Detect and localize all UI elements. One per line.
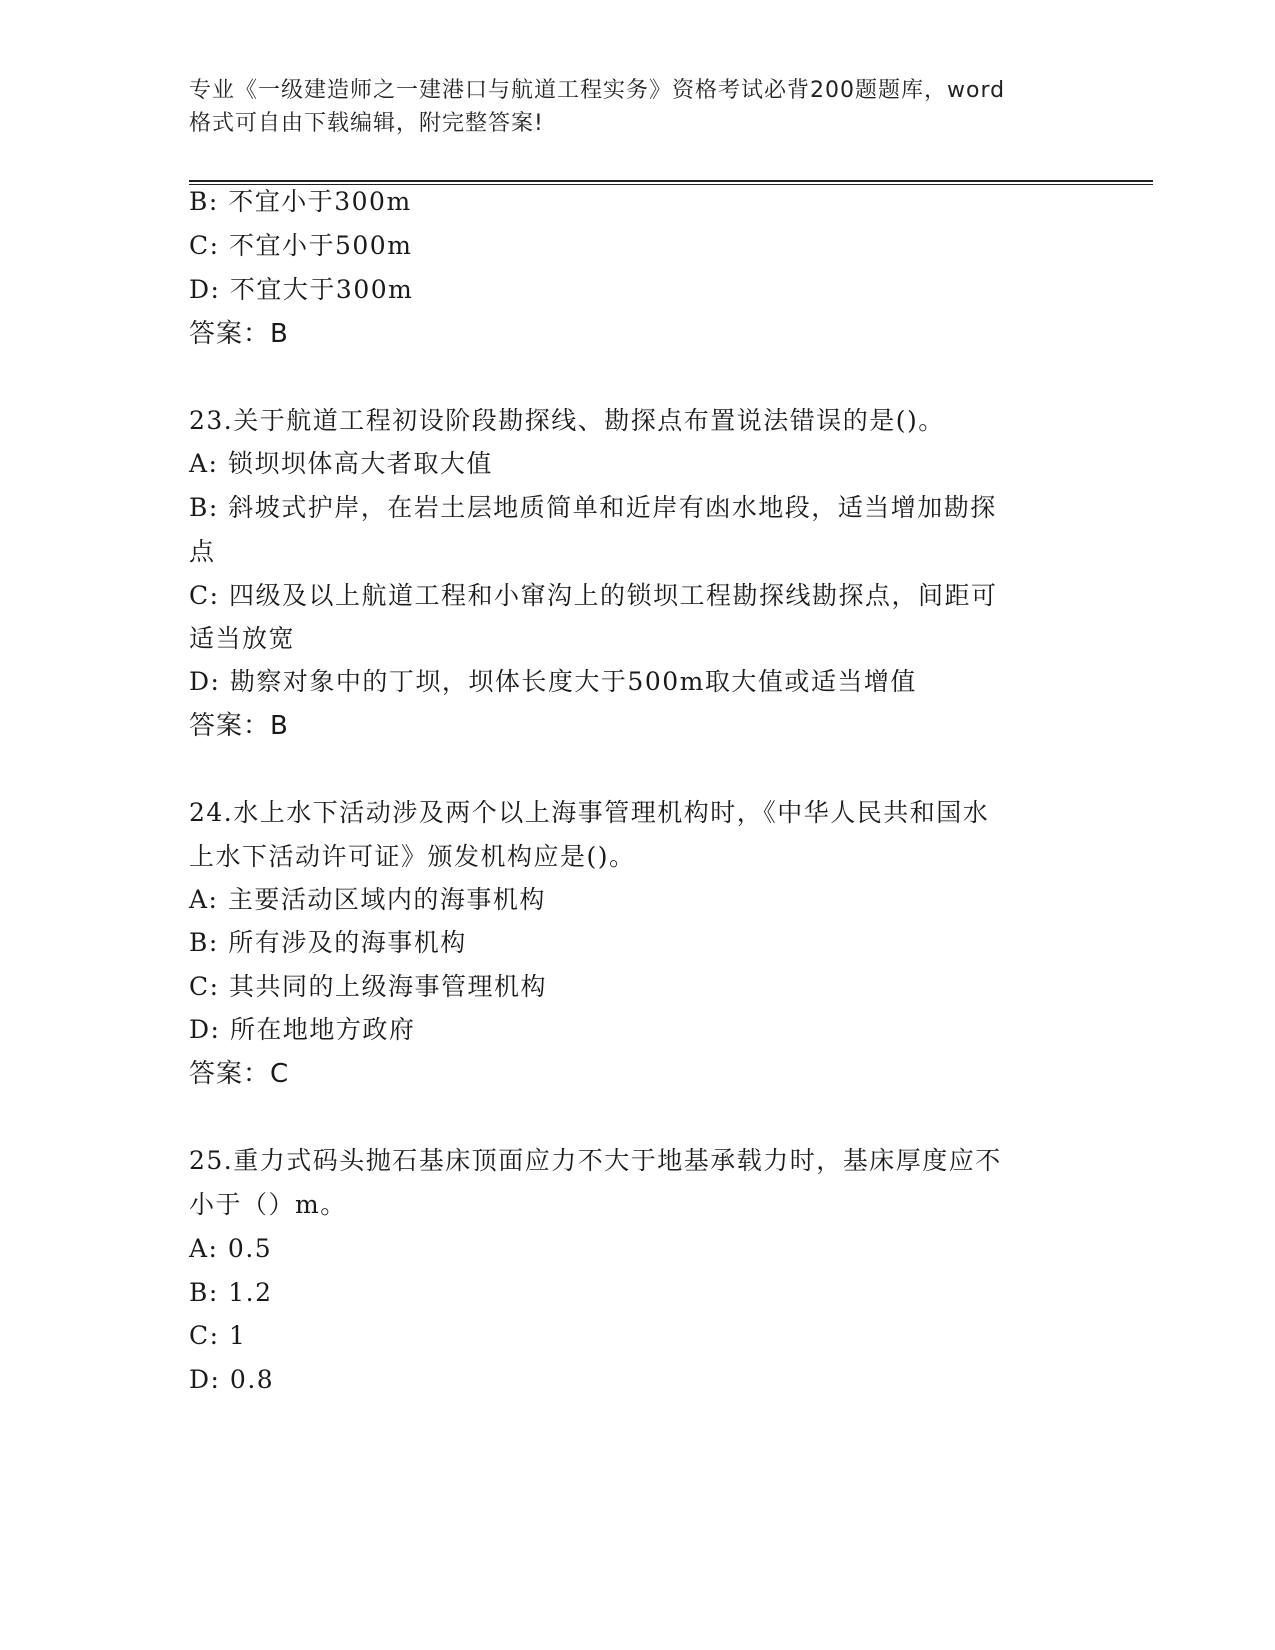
header-line-1: 专业《一级建造师之一建港口与航道工程实务》资格考试必背200题题库，word [189, 78, 1006, 103]
header-line-2: 格式可自由下载编辑，附完整答案! [189, 111, 544, 136]
header-divider-thin [189, 184, 1153, 185]
option-line: C: 其共同的上级海事管理机构 [189, 972, 547, 1001]
answer-line: 答案：B [189, 319, 289, 349]
option-line: C: 1 [189, 1321, 247, 1350]
option-line: C: 不宜小于500m [189, 231, 413, 260]
option-line: A: 锁坝坝体高大者取大值 [189, 449, 493, 478]
option-line: C: 四级及以上航道工程和小窜沟上的锁坝工程勘探线勘探点，间距可 [189, 581, 998, 610]
answer-line: 答案：B [189, 711, 289, 741]
option-line: D: 勘察对象中的丁坝，坝体长度大于500m取大值或适当增值 [189, 667, 917, 696]
question-stem: 23.关于航道工程初设阶段勘探线、勘探点布置说法错误的是()。 [189, 406, 945, 435]
option-line: A: 0.5 [189, 1234, 273, 1263]
question-stem-continued: 小于（）m。 [189, 1190, 347, 1219]
question-stem: 25.重力式码头抛石基床顶面应力不大于地基承载力时，基床厚度应不 [189, 1146, 1002, 1175]
option-line: B: 所有涉及的海事机构 [189, 928, 467, 957]
option-line: B: 不宜小于300m [189, 187, 412, 216]
header-divider-thick [189, 180, 1153, 182]
option-line: D: 所在地地方政府 [189, 1015, 416, 1044]
option-line: A: 主要活动区域内的海事机构 [189, 885, 546, 914]
answer-line: 答案：C [189, 1059, 290, 1089]
question-stem-continued: 上水下活动许可证》颁发机构应是()。 [189, 842, 636, 871]
question-stem: 24.水上水下活动涉及两个以上海事管理机构时，《中华人民共和国水 [189, 798, 990, 827]
option-line-continued: 点 [189, 537, 216, 566]
option-line: D: 不宜大于300m [189, 275, 414, 304]
option-line-continued: 适当放宽 [189, 624, 296, 653]
document-header [189, 74, 1089, 140]
option-line: D: 0.8 [189, 1365, 275, 1394]
option-line: B: 斜坡式护岸，在岩土层地质简单和近岸有凼水地段，适当增加勘探 [189, 493, 997, 522]
option-line: B: 1.2 [189, 1278, 273, 1307]
